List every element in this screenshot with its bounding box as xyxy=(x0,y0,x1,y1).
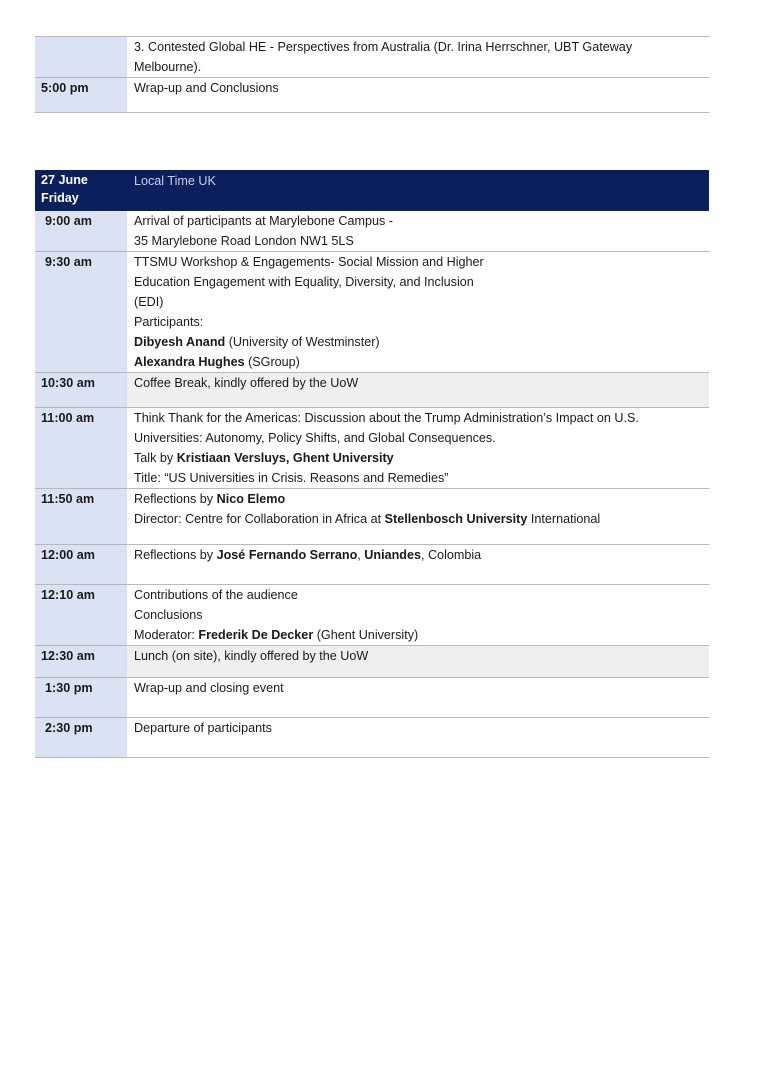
description-line: Wrap-up and Conclusions xyxy=(134,81,279,95)
time-cell: 11:00 am xyxy=(35,408,127,489)
description-cell xyxy=(127,373,709,408)
reflection-line xyxy=(134,545,709,565)
participant-org: (University of Westminster) xyxy=(225,335,380,349)
talk-speaker: Kristiaan Versluys, Ghent University xyxy=(176,451,394,465)
table-row xyxy=(35,646,709,678)
table-row xyxy=(35,489,709,545)
reflection-prefix: Reflections by xyxy=(134,492,217,506)
table-row xyxy=(35,585,709,646)
reflection-suffix: , Colombia xyxy=(420,548,482,562)
moderator-name: Frederik De Decker xyxy=(198,628,314,642)
header-date: 27 June xyxy=(41,173,88,187)
description-line: 35 Marylebone Road London NW1 5LS xyxy=(134,234,354,248)
description-cell xyxy=(127,585,709,646)
description-line: Participants: xyxy=(134,315,204,329)
description-line: Arrival of participants at Marylebone Campus - xyxy=(134,214,393,228)
description-cell xyxy=(127,37,709,78)
time-cell: 11:50 am xyxy=(35,489,127,545)
moderator-line xyxy=(134,625,709,645)
time-cell: 2:30 pm xyxy=(35,718,127,758)
description-cell xyxy=(127,211,709,252)
moderator-prefix: Moderator: xyxy=(134,628,199,642)
separator: , xyxy=(357,548,365,562)
description-cell xyxy=(127,646,709,678)
description-line: Education Engagement with Equality, Diversity, and Inclusion xyxy=(134,275,474,289)
description-cell xyxy=(127,408,709,489)
talk-prefix: Talk by xyxy=(134,451,177,465)
reflection-prefix: Reflections by xyxy=(134,548,217,562)
table-row xyxy=(35,78,709,113)
description-line: Melbourne). xyxy=(134,60,202,74)
director-line xyxy=(134,509,709,529)
talk-line xyxy=(134,448,709,468)
description-cell xyxy=(127,718,709,758)
description-cell xyxy=(127,678,709,718)
schedule-continuation-table xyxy=(35,36,709,113)
participant-org: (SGroup) xyxy=(244,355,300,369)
description-line: Lunch (on site), kindly offered by the UoW xyxy=(134,649,369,663)
table-row xyxy=(35,252,709,373)
description-line: Conclusions xyxy=(134,608,203,622)
description-cell xyxy=(127,78,709,113)
director-org: Stellenbosch University xyxy=(384,512,528,526)
table-row xyxy=(35,211,709,252)
time-cell: 10:30 am xyxy=(35,373,127,408)
table-row xyxy=(35,373,709,408)
time-cell: 5:00 pm xyxy=(35,78,127,113)
description-line: Universities: Autonomy, Policy Shifts, and Global Consequences. xyxy=(134,431,496,445)
description-line: TTSMU Workshop & Engagements- Social Mission and Higher xyxy=(134,255,484,269)
description-line: Contributions of the audience xyxy=(134,588,298,602)
participant-name: Alexandra Hughes xyxy=(134,355,245,369)
time-cell: 9:30 am xyxy=(35,252,127,373)
header-weekday: Friday xyxy=(41,191,79,205)
table-row xyxy=(35,678,709,718)
moderator-suffix: (Ghent University) xyxy=(313,628,419,642)
time-cell: 12:10 am xyxy=(35,585,127,646)
description-cell xyxy=(127,489,709,545)
director-prefix: Director: Centre for Collaboration in Africa at xyxy=(134,512,385,526)
table-row xyxy=(35,37,709,78)
description-cell xyxy=(127,252,709,373)
time-cell: 9:00 am xyxy=(35,211,127,252)
description-cell xyxy=(127,545,709,585)
participant-line xyxy=(134,352,709,372)
description-line: Coffee Break, kindly offered by the UoW xyxy=(134,376,359,390)
description-line: (EDI) xyxy=(134,295,164,309)
talk-title: Title: “US Universities in Crisis. Reasons and Remedies” xyxy=(134,471,449,485)
description-line: Think Thank for the Americas: Discussion about the Trump Administration’s Impact on U.S. xyxy=(134,411,639,425)
time-cell xyxy=(35,37,127,78)
director-suffix: International xyxy=(527,512,601,526)
time-cell: 12:30 am xyxy=(35,646,127,678)
date-header-cell xyxy=(35,170,127,211)
participant-name: Dibyesh Anand xyxy=(134,335,226,349)
reflection-line xyxy=(134,489,709,509)
table-header-row xyxy=(35,170,709,211)
table-row xyxy=(35,545,709,585)
table-row xyxy=(35,408,709,489)
time-cell: 12:00 am xyxy=(35,545,127,585)
participant-line xyxy=(134,332,709,352)
table-row xyxy=(35,718,709,758)
description-line: 3. Contested Global HE - Perspectives from Australia (Dr. Irina Herrschner, UBT Gateway xyxy=(134,40,633,54)
day-schedule-table xyxy=(35,170,709,758)
description-line: Departure of participants xyxy=(134,721,272,735)
reflection-org: Uniandes xyxy=(364,548,421,562)
time-cell: 1:30 pm xyxy=(35,678,127,718)
description-line: Wrap-up and closing event xyxy=(134,681,284,695)
reflection-name: José Fernando Serrano xyxy=(216,548,358,562)
local-time-header: Local Time UK xyxy=(134,174,216,188)
reflection-name: Nico Elemo xyxy=(216,492,286,506)
